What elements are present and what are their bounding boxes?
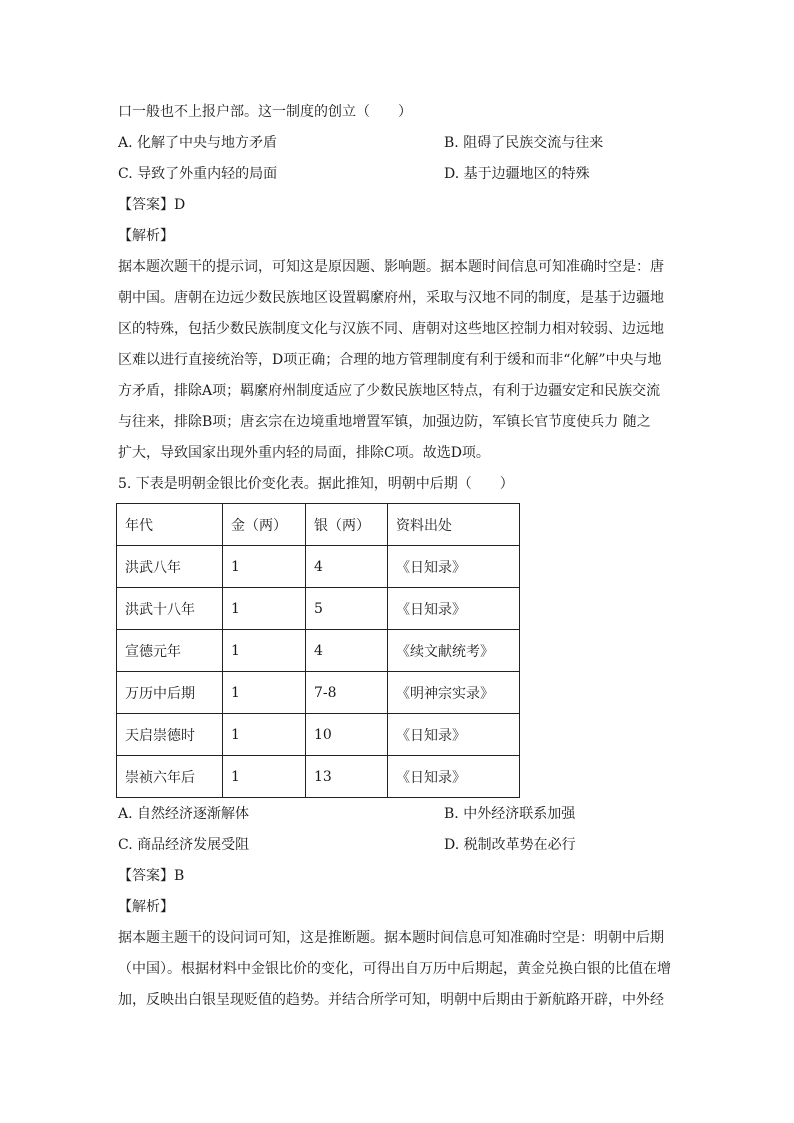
- q4-option-c: C. 导致了外重内轻的局面: [118, 166, 278, 182]
- table-cell: 《明神宗实录》: [388, 672, 520, 714]
- table-cell: 1: [223, 672, 306, 714]
- table-row: [117, 714, 520, 756]
- table-cell: 4: [306, 546, 388, 588]
- table-cell: 1: [223, 546, 306, 588]
- q4-analysis-heading: 【解析】: [118, 228, 174, 244]
- q5-answer: 【答案】B: [118, 868, 185, 884]
- table-header-cell: 年代: [117, 504, 223, 546]
- q5-option-c: C. 商品经济发展受阻: [118, 837, 250, 853]
- q5-stem: 5. 下表是明朝金银比价变化表。据此推知，明朝中后期（ ）: [118, 476, 514, 492]
- table-cell: 宣德元年: [117, 630, 223, 672]
- q5-option-a: A. 自然经济逐渐解体: [118, 806, 250, 822]
- table-cell: 《日知录》: [388, 588, 520, 630]
- table-cell: 1: [223, 588, 306, 630]
- table-row: [117, 672, 520, 714]
- table-cell: 13: [306, 756, 388, 798]
- table-cell: 5: [306, 588, 388, 630]
- q5-analysis-line: （中国）。根据材料中金银比价的变化，可得出自万历中后期起，黄金兑换白银的比值在增: [118, 961, 671, 977]
- q4-analysis-line: 据本题次题干的提示词，可知这是原因题、影响题。据本题时间信息可知准确时空是：唐: [118, 259, 664, 275]
- table-cell: 1: [223, 756, 306, 798]
- table-row: [117, 630, 520, 672]
- table-header-cell: 金（两）: [223, 504, 306, 546]
- table-cell: 《续文献统考》: [388, 630, 520, 672]
- table-cell: 10: [306, 714, 388, 756]
- q4-answer: 【答案】D: [118, 197, 186, 213]
- table-cell: 1: [223, 630, 306, 672]
- table-header-cell: 资料出处: [388, 504, 520, 546]
- q5-analysis-line: 据本题主题干的设问词可知，这是推断题。据本题时间信息可知准确时空是：明朝中后期: [118, 930, 664, 946]
- table-cell: 4: [306, 630, 388, 672]
- q4-analysis-line: 与往来，排除B项；唐玄宗在边境重地增置军镇，加强边防，军镇长官节度使兵力 随之: [118, 414, 651, 430]
- q4-analysis-line: 扩大，导致国家出现外重内轻的局面，排除C项。故选D项。: [118, 445, 490, 461]
- table-header-cell: 银（两）: [306, 504, 388, 546]
- q5-option-b: B. 中外经济联系加强: [444, 806, 576, 822]
- q4-analysis-line: 朝中国。唐朝在边远少数民族地区设置羁縻府州，采取与汉地不同的制度，是基于边疆地: [118, 290, 664, 306]
- table-row: [117, 756, 520, 798]
- table-row: [117, 588, 520, 630]
- table-cell: 万历中后期: [117, 672, 223, 714]
- table-row: [117, 546, 520, 588]
- q5-analysis-heading: 【解析】: [118, 899, 174, 915]
- q4-option-d: D. 基于边疆地区的特殊: [444, 166, 590, 182]
- table-header-row: [117, 504, 520, 546]
- table-cell: 《日知录》: [388, 714, 520, 756]
- q4-option-a: A. 化解了中央与地方矛盾: [118, 135, 278, 151]
- q4-analysis-line: 区难以进行直接统治等，D项正确；合理的地方管理制度有利于缓和而非“化解”中央与地: [118, 352, 662, 368]
- gold-silver-table: [116, 503, 520, 798]
- table-cell: 7-8: [306, 672, 388, 714]
- table-cell: 洪武八年: [117, 546, 223, 588]
- table-cell: 1: [223, 714, 306, 756]
- q5-option-d: D. 税制改革势在必行: [444, 837, 576, 853]
- table-cell: 《日知录》: [388, 546, 520, 588]
- q4-analysis-line: 区的特殊，包括少数民族制度文化与汉族不同、唐朝对这些地区控制力相对较弱、边远地: [118, 321, 664, 337]
- q4-option-b: B. 阻碍了民族交流与往来: [444, 135, 604, 151]
- q5-analysis-line: 加，反映出白银呈现贬值的趋势。并结合所学可知，明朝中后期由于新航路开辟，中外经: [118, 992, 664, 1008]
- table-cell: 崇祯六年后: [117, 756, 223, 798]
- table-cell: 天启崇德时: [117, 714, 223, 756]
- table-cell: 《日知录》: [388, 756, 520, 798]
- q4-analysis-line: 方矛盾，排除A项；羁縻府州制度适应了少数民族地区特点，有利于边疆安定和民族交流: [118, 383, 661, 399]
- q4-stem-tail: 口一般也不上报户部。这一制度的创立（ ）: [118, 104, 412, 120]
- table-cell: 洪武十八年: [117, 588, 223, 630]
